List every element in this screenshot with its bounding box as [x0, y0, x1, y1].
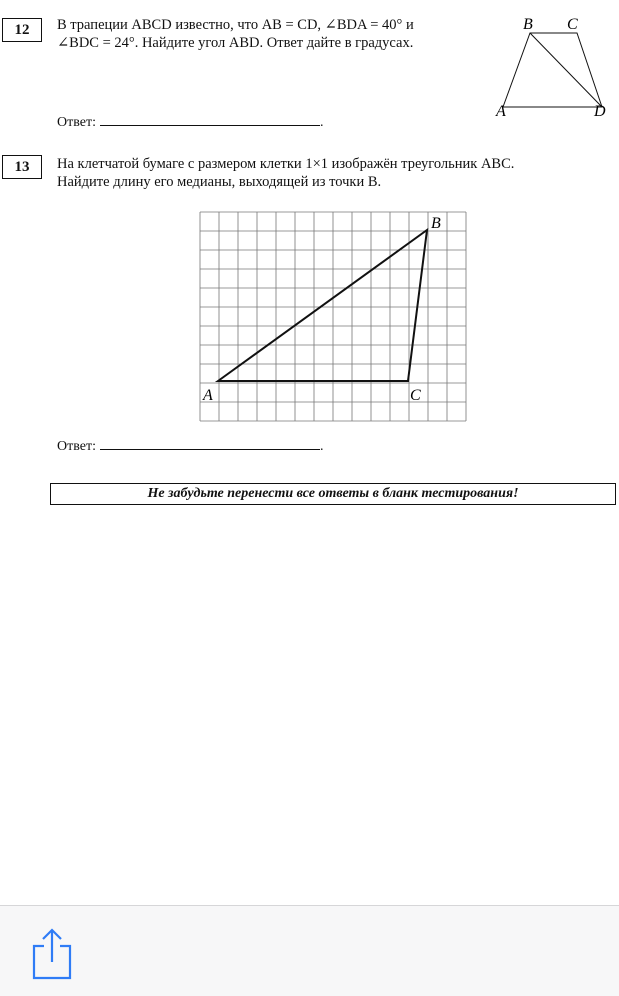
share-icon[interactable]: [30, 928, 74, 980]
answer-label: Ответ:: [57, 115, 96, 130]
problem-12-text: [57, 16, 487, 52]
reminder-box: Не забудьте перенести все ответы в бланк тестирования!: [50, 483, 616, 505]
grid-figure: [198, 210, 468, 422]
answer-line[interactable]: [100, 437, 320, 450]
triangle-abc: [218, 230, 427, 381]
problem-13-line-1: На клетчатой бумаге с размером клетки 1×1 изображён треугольник ABC.: [57, 156, 515, 172]
vertex-d-label: D: [594, 103, 606, 120]
problem-12-line-2: ∠BDC = 24°. Найдите угол ABD. Ответ дайте в градусах.: [57, 35, 414, 51]
vertex-b-label: B: [523, 16, 533, 33]
vertex-a-label: A: [496, 103, 506, 120]
vertex-c-label: C: [410, 387, 421, 404]
problem-12-number: 12: [2, 18, 42, 42]
problem-12-answer: Ответ: .: [57, 115, 324, 130]
problem-12-line-1: В трапеции ABCD известно, что AB = CD, ∠BDA = 40° и: [57, 17, 414, 33]
vertex-c-label: C: [567, 16, 578, 33]
trapezoid-figure: [490, 10, 616, 120]
vertex-a-label: A: [203, 387, 213, 404]
problem-13-number: 13: [2, 155, 42, 179]
problem-13-answer: Ответ: .: [57, 439, 324, 454]
diagonal-bd: [530, 33, 602, 107]
answer-label: Ответ:: [57, 439, 96, 454]
bottom-toolbar: [0, 905, 619, 996]
problem-13-text: [57, 155, 612, 191]
vertex-b-label: B: [431, 215, 441, 232]
trapezoid-outline: [503, 33, 602, 107]
answer-line[interactable]: [100, 113, 320, 126]
problem-13-line-2: Найдите длину его медианы, выходящей из точки B.: [57, 174, 382, 190]
